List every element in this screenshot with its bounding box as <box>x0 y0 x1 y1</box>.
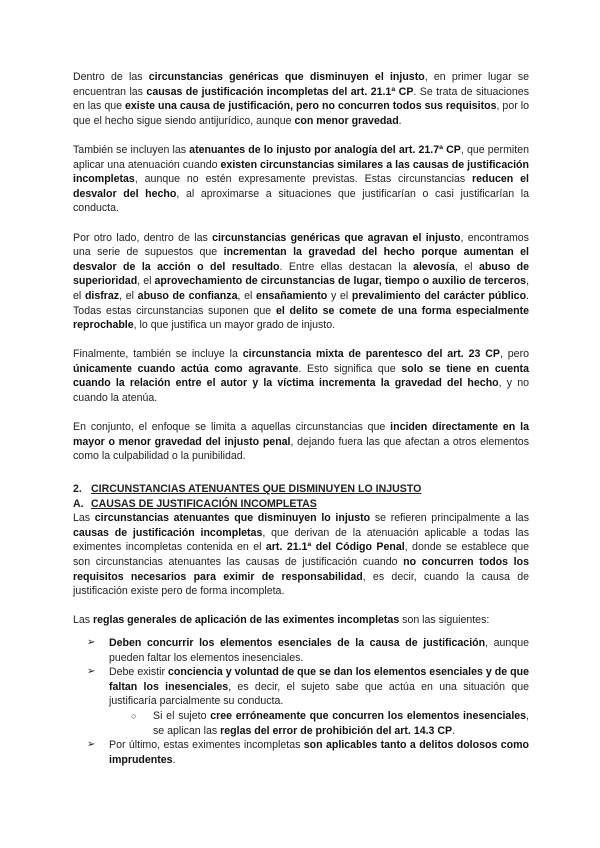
bold-phrase: no concurren todos los requisitos necesarios para eximir de responsabilidad <box>73 556 529 583</box>
subsection-heading <box>73 497 529 512</box>
bold-phrase: existe una causa de justificación, pero no concurren todos sus requisitos <box>125 100 497 113</box>
arrow-bullet-icon: ➢ <box>87 666 96 678</box>
bold-phrase: cree erróneamente que concurren los elementos inesenciales <box>210 709 527 722</box>
bold-phrase: causas de justificación incompletas del art. 21.1ª CP <box>146 85 414 98</box>
bold-phrase: conciencia y voluntad de que se dan los elementos esenciales y de que faltan los inesenciales <box>109 666 529 693</box>
bold-phrase: existen circunstancias similares a las causas de justificación incompletas <box>73 158 529 186</box>
bold-phrase: reglas generales de aplicación de las eximentes incompletas <box>93 614 400 627</box>
list-item <box>73 665 529 738</box>
bold-phrase: circunstancias genéricas que agravan el injusto <box>212 231 461 244</box>
bold-phrase: circunstancia mixta de parentesco del art. 23 CP <box>242 348 500 361</box>
bold-phrase: aprovechamiento de circunstancias de lugar, tiempo o auxilio de terceros <box>154 275 527 288</box>
section-title: CIRCUNSTANCIAS ATENUANTES QUE DISMINUYEN LO INJUSTO <box>91 483 422 496</box>
bold-phrase: reducen el desvalor del hecho <box>73 173 529 200</box>
paragraph-rules-intro: Las reglas generales de aplicación de las eximentes incompletas son las siguientes: <box>73 614 490 627</box>
paragraph-summary: En conjunto, el enfoque se limita a aquellas circunstancias que inciden directamente en la mayor o menor gravedad del injusto penal, dejando fuera las que afectan a otros elementos como la culpabilidad o la punibilidad. <box>73 421 529 463</box>
circle-bullet-icon: ○ <box>131 710 137 721</box>
sub-list-item <box>109 709 529 738</box>
bold-phrase: abuso de confianza <box>137 289 238 302</box>
bold-phrase: Deben concurrir los elementos esenciales de la causa de justificación <box>109 636 486 649</box>
list-item <box>73 636 529 665</box>
bold-phrase: art. 21.1ª del Código Penal <box>265 541 405 554</box>
paragraph-aggravating: Por otro lado, dentro de las circunstancias genéricas que agravan el injusto, encontramos una serie de supuestos que incrementan la gravedad del hecho porque aumentan el desvalor de la acción o del resultado. Entre ellas destacan la alevosía, el abuso de superioridad, el aprovechamiento de circunstancias de lugar, tiempo o auxilio de terceros, el disfraz, el abuso de confianza, el ensañamiento y el prevalimiento del carácter público. Todas estas circunstancias suponen que el delito se comete de una forma especialmente reprochable, lo que justifica un mayor grado de injusto. <box>73 231 530 332</box>
section-headings <box>73 482 529 511</box>
section-number: 2. <box>73 483 82 496</box>
bold-phrase: inciden directamente en la mayor o menor gravedad del injusto penal <box>73 421 529 448</box>
sub-list-item-text: Si el sujeto cree erróneamente que concurren los elementos inesenciales, se aplican las reglas del error de prohibición del art. 14.3 CP. <box>153 709 529 737</box>
bold-phrase: reglas del error de prohibición del art. 14.3 CP <box>220 724 453 737</box>
bold-phrase: son aplicables tanto a delitos dolosos como imprudentes <box>109 739 529 766</box>
bold-phrase: incrementan la gravedad del hecho porque aumentan el desvalor de la acción o del resultado <box>73 246 529 273</box>
paragraph-definition: Las circunstancias atenuantes que disminuyen lo injusto se refieren principalmente a las causas de justificación incompletas, que derivan de la atenuación aplicable a todas las eximentes incompletas contenida en el art. 21.1ª del Código Penal, donde se establece que son circunstancias atenuantes las causas de justificación cuando no concurren todos los requisitos necesarios para eximir de responsabilidad, es decir, cuando la causa de justificación existe pero de forma incompleta. <box>73 512 530 598</box>
document-page <box>73 70 529 767</box>
bold-phrase: circunstancias atenuantes que disminuyen lo injusto <box>94 512 371 525</box>
bold-phrase: con menor gravedad <box>294 114 399 127</box>
bold-phrase: circunstancias genéricas que disminuyen el injusto <box>148 71 425 83</box>
bold-phrase: causas de justificación incompletas <box>73 526 263 539</box>
list-item-text: Debe existir conciencia y voluntad de que se dan los elementos esenciales y de que faltan los inesenciales, es decir, el sujeto sabe que actúa en una situación que justificaría parcialmente su conducta. <box>109 666 529 708</box>
arrow-bullet-icon: ➢ <box>87 636 96 648</box>
subsection-letter: A. <box>73 497 84 510</box>
bold-phrase: alevosía <box>413 260 455 273</box>
list-item-text: Por último, estas eximentes incompletas son aplicables tanto a delitos dolosos como imprudentes. <box>109 739 529 766</box>
bold-phrase: ensañamiento <box>256 289 328 302</box>
list-item <box>73 738 529 767</box>
paragraph-kinship: Finalmente, también se incluye la circunstancia mixta de parentesco del art. 23 CP, pero únicamente cuando actúa como agravante. Esto significa que solo se tiene en cuenta cuando la relación entre el autor y la víctima incrementa la gravedad del hecho, y no cuando la atenúa. <box>73 348 529 405</box>
list-item-text: Deben concurrir los elementos esenciales de la causa de justificación, aunque pueden faltar los elementos inesenciales. <box>109 636 529 664</box>
bold-phrase: prevalimiento del carácter público <box>351 289 527 302</box>
paragraph-intro: Dentro de las circunstancias genéricas que disminuyen el injusto, en primer lugar se encuentran las causas de justificación incompletas del art. 21.1ª CP. Se trata de situaciones en las que existe una causa de justificación, pero no concurren todos sus requisitos, por lo que el hecho sigue siendo antijurídico, aunque con menor gravedad. <box>73 71 530 127</box>
sub-list <box>109 709 529 738</box>
rules-list <box>73 636 529 767</box>
subsection-title: CAUSAS DE JUSTIFICACIÓN INCOMPLETAS <box>91 497 317 510</box>
bold-phrase: abuso de superioridad <box>73 260 529 288</box>
paragraph-analogy: También se incluyen las atenuantes de lo injusto por analogía del art. 21.7ª CP, que permiten aplicar una atenuación cuando existen circunstancias similares a las causas de justificación incompletas, aunque no estén expresamente previstas. Estas circunstancias reducen el desvalor del hecho, al aproximarse a situaciones que justificarían o casi justificarían la conducta. <box>73 143 530 215</box>
bold-phrase: atenuantes de lo injusto por analogía del art. 21.7ª CP <box>189 143 461 156</box>
section-heading <box>73 482 529 497</box>
bold-phrase: solo se tiene en cuenta cuando la relación entre el autor y la víctima incrementa la gravedad del hecho <box>73 362 529 390</box>
bold-phrase: el delito se comete de una forma especialmente reprochable <box>73 304 530 332</box>
arrow-bullet-icon: ➢ <box>87 739 96 751</box>
bold-phrase: disfraz <box>84 289 120 302</box>
bold-phrase: únicamente cuando actúa como agravante <box>73 362 299 375</box>
